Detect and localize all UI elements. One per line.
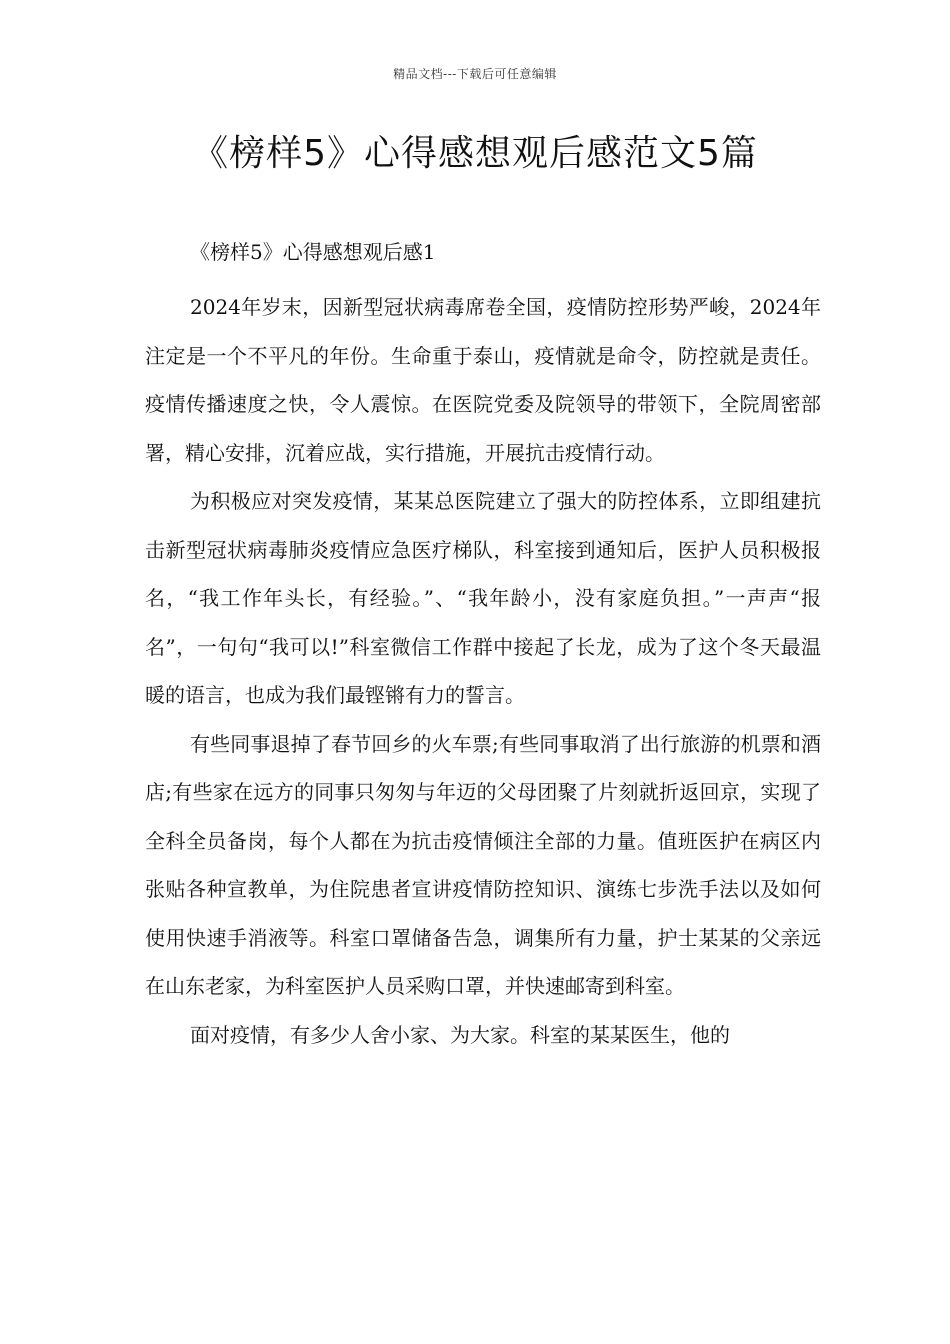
section-heading: 《榜样5》心得感想观后感1 [190, 240, 436, 264]
paragraph-3: 有些同事退掉了春节回乡的火车票;有些同事取消了出行旅游的机票和酒店;有些家在远方的同事只匆匆与年迈的父母团聚了片刻就折返回京，实现了全科全员备岗，每个人都在为抗击疫情倾注全部的力量。值班医护在病区内张贴各种宣教单，为住院患者宣讲疫情防控知识、演练七步洗手法以及如何使用快速手消液等。科室口罩储备告急，调集所有力量，护士某某的父亲远在山东老家，为科室医护人员采购口罩，并快速邮寄到科室。 [145, 731, 821, 998]
header-note: 精品文档---下载后可任意编辑 [393, 67, 557, 81]
body-text [145, 283, 821, 1059]
paragraph-4: 面对疫情，有多少人舍小家、为大家。科室的某某医生，他的 [190, 1022, 730, 1047]
document-title: 《榜样5》心得感想观后感范文5篇 [192, 133, 758, 174]
paragraph-1: 2024年岁末，因新型冠状病毒席卷全国，疫情防控形势严峻，2024年注定是一个不平凡的年份。生命重于泰山，疫情就是命令，防控就是责任。疫情传播速度之快，令人震惊。在医院党委及院领导的带领下，全院周密部署，精心安排，沉着应战，实行措施，开展抗击疫情行动。 [145, 295, 821, 465]
paragraph-2: 为积极应对突发疫情，某某总医院建立了强大的防控体系，立即组建抗击新型冠状病毒肺炎疫情应急医疗梯队，科室接到通知后，医护人员积极报名，“我工作年头长，有经验。”、“我年龄小，没有家庭负担。”一声声“报名”，一句句“我可以!”科室微信工作群中接起了长龙，成为了这个冬天最温暖的语言，也成为我们最铿锵有力的誓言。 [145, 489, 821, 707]
